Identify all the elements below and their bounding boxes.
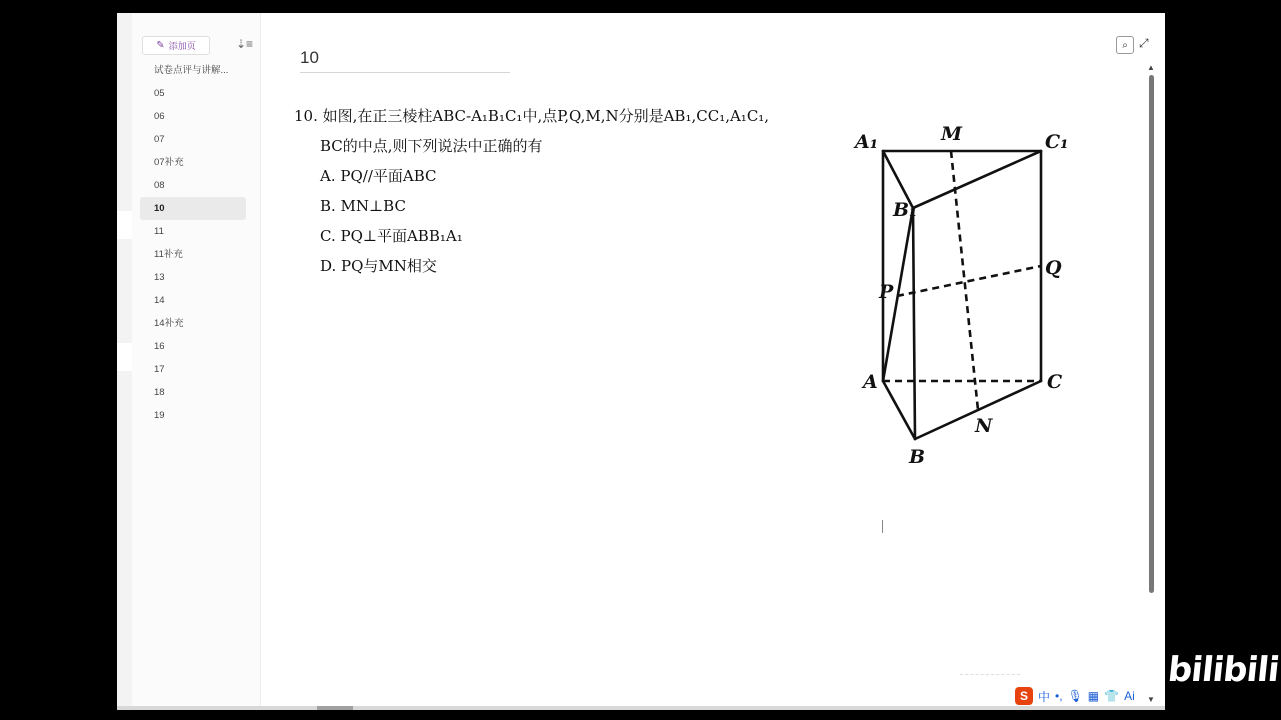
- sidebar-page-item[interactable]: 10: [140, 197, 246, 220]
- sidebar-page-item[interactable]: 11: [154, 226, 164, 237]
- segment-pq: [897, 266, 1041, 296]
- question-stem-line-2: BC的中点,则下列说法中正确的有: [320, 137, 543, 155]
- label-c1: C₁: [1045, 131, 1069, 153]
- sidebar-page-item[interactable]: 11补充: [154, 249, 183, 260]
- sidebar-page-item[interactable]: 08: [154, 180, 165, 191]
- label-c: C: [1047, 371, 1063, 393]
- ime-toolbar[interactable]: [1012, 686, 1138, 706]
- ime-ai[interactable]: Ai: [1124, 689, 1135, 703]
- left-strip: [117, 13, 132, 710]
- sogou-logo-icon: S: [1015, 687, 1033, 705]
- page-sidebar: [132, 13, 261, 710]
- add-page-label: 添加页: [168, 41, 196, 51]
- sidebar-page-item[interactable]: 14补充: [154, 318, 184, 329]
- page-title[interactable]: 10: [300, 48, 510, 73]
- ime-language[interactable]: 中: [1038, 689, 1051, 704]
- strip-marker: [117, 343, 132, 371]
- sidebar-page-item[interactable]: 05: [154, 88, 165, 99]
- add-page-button[interactable]: [142, 36, 210, 55]
- punctuation-icon[interactable]: •,: [1055, 689, 1063, 703]
- sidebar-page-item[interactable]: 19: [154, 410, 165, 421]
- option-a: A. PQ//平面ABC: [320, 167, 437, 185]
- question-text: [294, 106, 769, 286]
- page-list: [140, 59, 246, 427]
- microphone-icon[interactable]: 🎙: [1067, 689, 1083, 703]
- faint-mark: [960, 674, 1020, 681]
- label-b: B: [909, 446, 926, 468]
- label-m: M: [941, 123, 963, 145]
- edge-b1c1: [913, 151, 1041, 208]
- search-icon[interactable]: ⌕: [1116, 36, 1134, 54]
- option-d: D. PQ与MN相交: [320, 257, 437, 275]
- sidebar-page-item[interactable]: 06: [154, 111, 165, 122]
- expand-icon[interactable]: ⤢: [1139, 36, 1149, 50]
- label-a: A: [863, 371, 878, 393]
- label-n: N: [975, 415, 993, 437]
- sidebar-page-item[interactable]: 07: [154, 134, 165, 145]
- sidebar-page-item[interactable]: 17: [154, 364, 165, 375]
- main-content: [261, 13, 1165, 710]
- skin-icon[interactable]: 👕: [1104, 689, 1120, 703]
- strip-marker: [117, 211, 132, 239]
- scrollbar-thumb[interactable]: [1149, 75, 1154, 593]
- sidebar-page-item[interactable]: 18: [154, 387, 165, 398]
- bilibili-watermark: bilibili: [1165, 650, 1281, 690]
- sort-icon[interactable]: ⇣≡: [236, 37, 254, 51]
- scroll-down-arrow[interactable]: ▼: [1147, 695, 1155, 704]
- label-q: Q: [1045, 257, 1062, 279]
- edge-ab: [883, 381, 915, 439]
- horizontal-scroll-thumb[interactable]: [317, 706, 353, 710]
- sidebar-page-item[interactable]: 试卷点评与讲解...: [154, 65, 229, 76]
- sidebar-page-item[interactable]: 07补充: [154, 157, 184, 168]
- sidebar-page-item[interactable]: 14: [154, 295, 165, 306]
- label-a1: A₁: [855, 131, 879, 153]
- sidebar-page-item[interactable]: 13: [154, 272, 165, 283]
- horizontal-scrollbar[interactable]: [117, 706, 1165, 710]
- note-app-window: [117, 13, 1165, 710]
- option-c: C. PQ⊥平面ABB₁A₁: [320, 227, 463, 245]
- scroll-up-arrow[interactable]: ▲: [1147, 63, 1155, 72]
- prism-figure: [851, 116, 1069, 481]
- label-b1: B₁: [893, 199, 918, 221]
- option-b: B. MN⊥BC: [320, 197, 406, 215]
- edit-icon: ✎: [156, 40, 165, 51]
- label-p: P: [879, 281, 894, 303]
- edge-b1b: [913, 208, 915, 439]
- text-cursor: [882, 520, 883, 533]
- keyboard-icon[interactable]: ▦: [1087, 689, 1100, 703]
- sidebar-page-item[interactable]: 16: [154, 341, 165, 352]
- question-stem-line-1: 10. 如图,在正三棱柱ABC-A₁B₁C₁中,点P,Q,M,N分别是AB₁,CC₁,A₁C₁,: [294, 107, 770, 125]
